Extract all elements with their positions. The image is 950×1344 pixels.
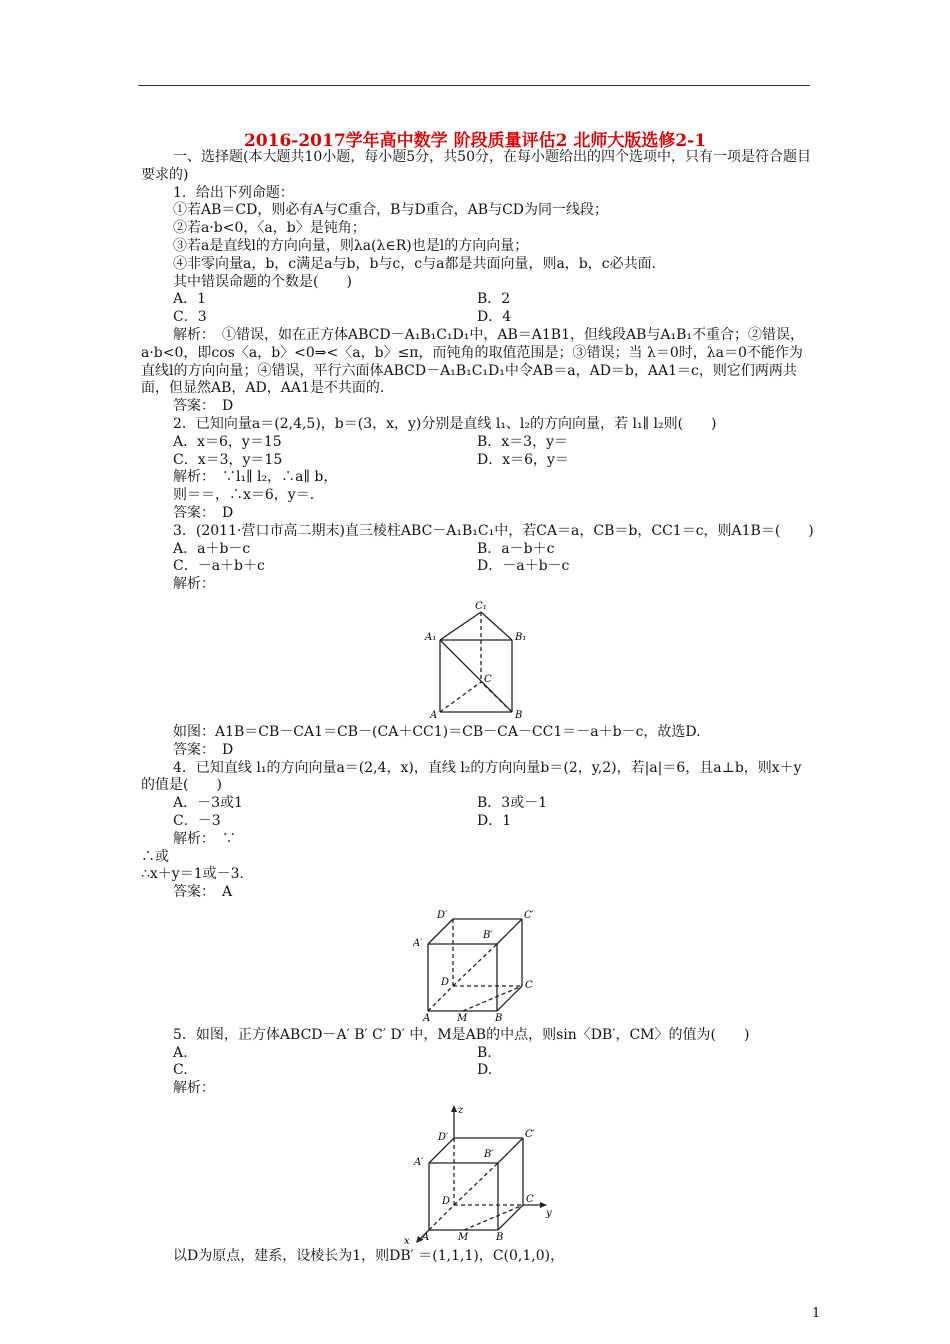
label-c1: C₁ xyxy=(474,600,487,612)
prism-diagram xyxy=(423,600,533,720)
q2-answer: 答案： D xyxy=(173,504,234,521)
label-a-prime: A′ xyxy=(413,1157,423,1169)
section-heading: 一、选择题(本大题共10小题，每小题5分，共50分，在每小题给出的四个选项中，只有一项是符合题目要求的) xyxy=(141,149,811,183)
label-b-prime: B′ xyxy=(483,1149,494,1161)
label-d-prime: D′ xyxy=(436,909,447,921)
axis-z-label: z xyxy=(457,1105,463,1117)
option-d: D．－a＋b－c xyxy=(477,558,570,575)
q5-analysis: 解析： xyxy=(173,1080,215,1097)
q1-analysis: 解析： ①错误，如在正方体ABCD－A₁B₁C₁D₁中，AB＝A1B1，但线段AB与A₁B₁不重合；②错误，a·b<0，即cos〈a，b〉<0⇒<〈a，b〉≤π，而钝角的取值范围是；③错误；当 λ＝0时，λa＝0不能作为直线l的方向向量；④错误，平行六面体ABCD－A₁B₁C₁D₁中令AB＝a，AD＝b，AA1＝c，则它们两两共面，但显然AB，AD，AA1是不共面的． xyxy=(141,326,805,397)
label-a1: A₁ xyxy=(424,631,436,643)
label-d: D xyxy=(440,976,449,988)
option-b: B. xyxy=(477,1044,492,1061)
cube-figure xyxy=(141,908,814,1023)
q3-options xyxy=(141,541,814,559)
page-number: 1 xyxy=(812,1306,821,1321)
coordinate-cube-figure xyxy=(141,1104,814,1244)
option-a: A．x＝6，y＝15 xyxy=(173,433,282,450)
q3-after: 如图：A1B＝CB－CA1＝CB－(CA＋CC1)＝CB－CA－CC1＝－a＋b－c，故选D. xyxy=(173,723,701,740)
option-a: A. xyxy=(173,1044,188,1061)
option-a: A．1 xyxy=(173,291,207,308)
option-c: C．x＝3，y＝15 xyxy=(173,451,283,468)
label-c: C xyxy=(524,979,533,991)
option-c: C. xyxy=(173,1062,188,1079)
q1-item: ④非零向量a，b，c满足a与b，b与c，c与a都是共面向量，则a，b，c必共面． xyxy=(173,255,666,272)
label-c-prime: C′ xyxy=(524,1129,535,1141)
label-m: M xyxy=(457,1232,468,1244)
q5-after: 以D为原点，建系，设棱长为1，则DB′ ＝(1,1,1)，C(0,1,0)， xyxy=(173,1248,565,1265)
label-b: B xyxy=(495,1232,503,1244)
q2-options xyxy=(141,434,814,452)
q4-options xyxy=(141,813,814,831)
option-c: C．－a＋b＋c xyxy=(173,558,265,575)
option-b: B．a－b＋c xyxy=(477,540,555,557)
q3-answer: 答案： D xyxy=(173,741,234,758)
q1-item: ③若a是直线l的方向向量，则λa(λ∈R)也是l的方向向量； xyxy=(173,237,529,254)
label-b: B xyxy=(514,709,522,720)
q3-stem: 3．(2011·营口市高二期末)直三棱柱ABC－A₁B₁C₁中，若CA＝a，CB＝b，CC1＝c，则A1B＝( ) xyxy=(173,522,814,539)
option-c: C．3 xyxy=(173,309,207,326)
label-a-prime: A′ xyxy=(412,937,422,949)
label-d: D xyxy=(441,1196,450,1208)
q1-answer: 答案： D xyxy=(173,398,234,415)
label-b: B xyxy=(494,1012,502,1023)
label-a: A xyxy=(422,1012,430,1023)
label-c: C xyxy=(525,1194,534,1206)
option-b: B．2 xyxy=(477,291,511,308)
q1-item: ②若a·b<0，〈a，b〉是钝角； xyxy=(173,220,366,237)
q5-options xyxy=(141,1062,814,1080)
q4-analysis: 解析： ∵ xyxy=(173,830,236,847)
header-rule xyxy=(138,85,810,86)
q2-options xyxy=(141,452,814,470)
q1-options xyxy=(141,291,814,309)
q2-analysis: 解析： ∵l₁∥ l₂，∴a∥ b， xyxy=(173,469,338,486)
cube-diagram xyxy=(413,908,543,1023)
label-a: A xyxy=(421,1232,429,1244)
option-b: B．x＝3，y＝ xyxy=(477,433,568,450)
q5-stem: 5．如图，正方体ABCD－A′ B′ C′ D′ 中，M是AB的中点，则sin〈DB′，CM〉的值为( ) xyxy=(173,1026,750,1043)
label-d-prime: D′ xyxy=(437,1132,448,1144)
q4-analysis: ∴或 xyxy=(141,848,169,865)
label-b-prime: B′ xyxy=(482,929,493,941)
q1-options xyxy=(141,309,814,327)
q4-answer: 答案： A xyxy=(173,884,233,901)
q1-stem: 1．给出下列命题： xyxy=(173,184,294,201)
option-d: D．x＝6，y＝ xyxy=(477,451,569,468)
label-a: A xyxy=(429,709,437,720)
axis-y-label: y xyxy=(545,1208,552,1220)
q4-stem: 4．已知直线 l₁的方向向量a＝(2,4，x)，直线 l₂的方向向量b＝(2，y,2)，若|a|＝6，且a⊥b，则x＋y的值是( ) xyxy=(141,759,802,794)
label-c-prime: C′ xyxy=(523,909,534,921)
label-m: M xyxy=(456,1012,467,1023)
prism-figure xyxy=(141,600,814,720)
option-d: D. xyxy=(477,1062,493,1079)
q1-ask: 其中错误命题的个数是( ) xyxy=(173,273,352,290)
coordinate-cube-diagram xyxy=(398,1104,558,1244)
label-c: C xyxy=(483,673,492,685)
option-d: D．1 xyxy=(477,812,512,829)
q3-options xyxy=(141,558,814,576)
option-d: D．4 xyxy=(477,309,512,326)
q4-analysis: ∴x＋y＝1或－3. xyxy=(141,866,244,883)
q4-options xyxy=(141,795,814,813)
q5-options xyxy=(141,1045,814,1063)
document-body xyxy=(141,149,814,1266)
option-c: C．－3 xyxy=(173,812,221,829)
option-a: A．－3或1 xyxy=(173,795,243,812)
option-a: A．a＋b－c xyxy=(173,540,251,557)
q3-analysis: 解析： xyxy=(173,576,215,593)
axis-x-label: x xyxy=(403,1236,410,1245)
q2-analysis: 则＝＝，∴x＝6，y＝． xyxy=(173,487,324,504)
label-b1: B₁ xyxy=(514,631,526,643)
q2-stem: 2．已知向量a＝(2,4,5)，b＝(3，x，y)分别是直线 l₁、l₂的方向向量，若 l₁∥ l₂则( ) xyxy=(173,415,717,432)
option-b: B．3或－1 xyxy=(477,795,548,812)
q1-item: ①若AB＝CD，则必有A与C重合，B与D重合，AB与CD为同一线段； xyxy=(173,202,609,219)
page-title: 2016-2017学年高中数学 阶段质量评估2 北师大版选修2-1 xyxy=(243,131,707,151)
